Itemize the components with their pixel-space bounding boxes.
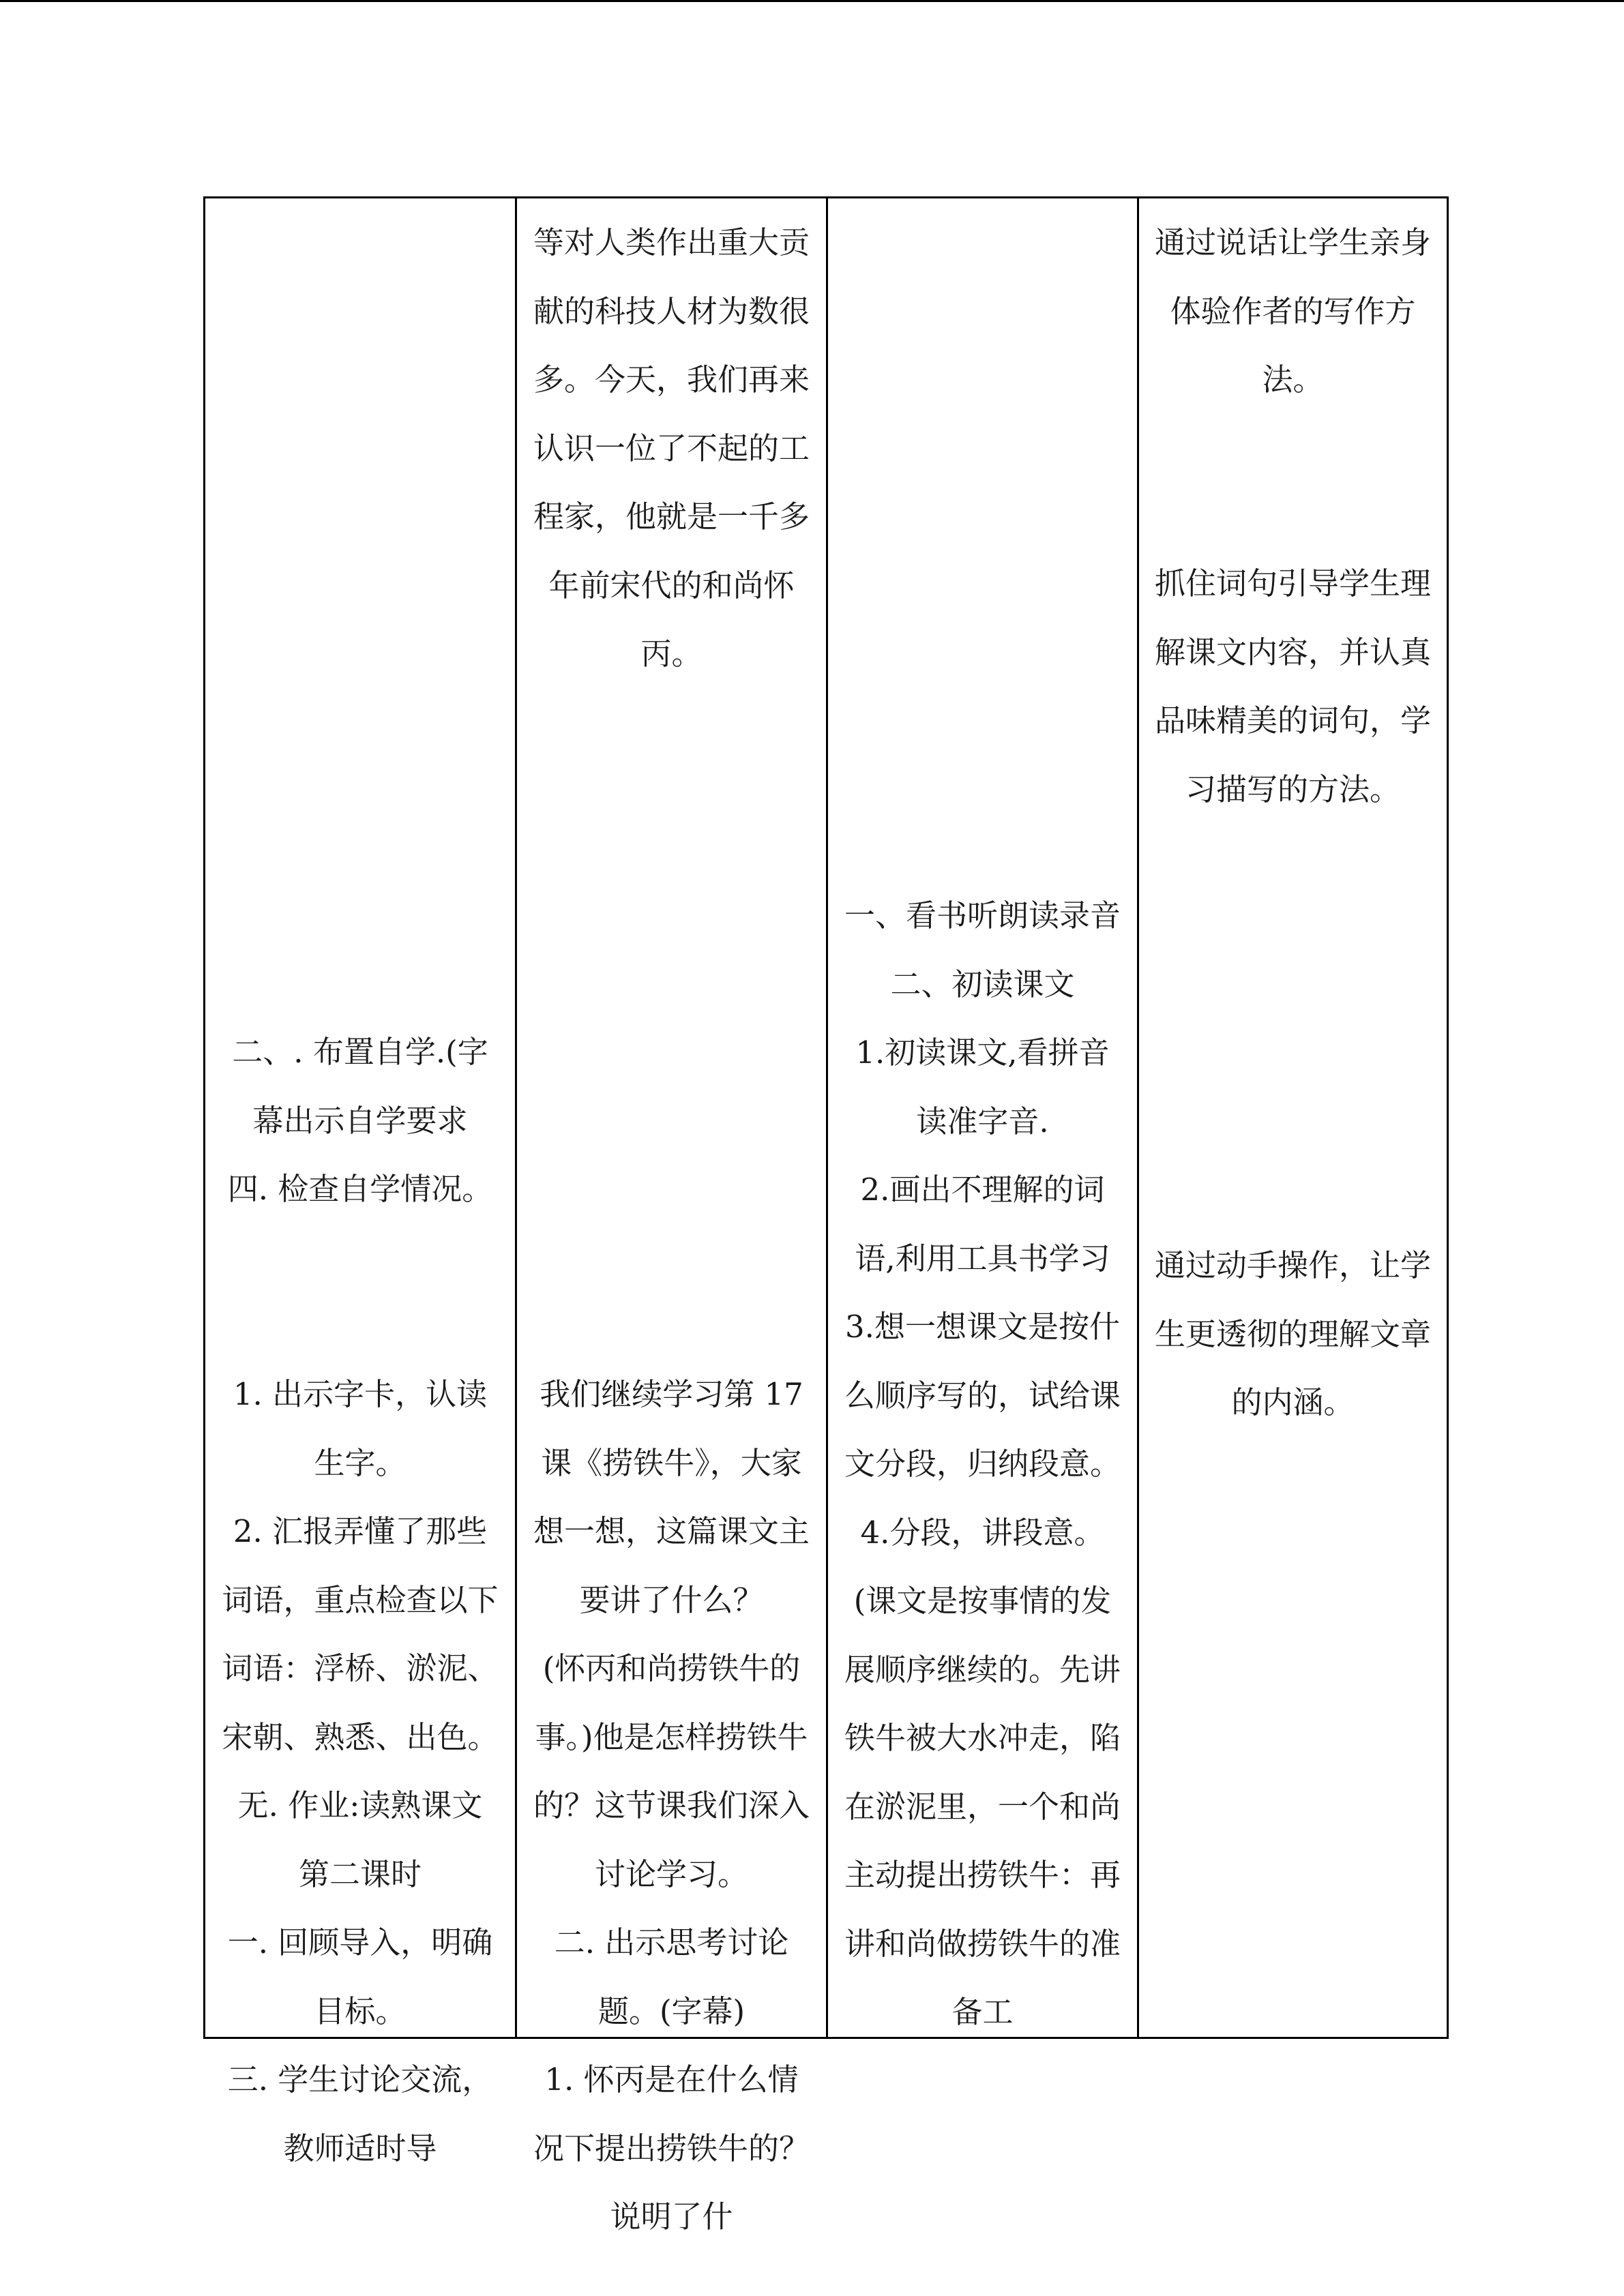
col1-text-block-a: 二、. 布置自学.(字幕出示自学要求 四. 检查自学情况。 — [227, 1034, 493, 1207]
table-column-3 — [828, 198, 1139, 2037]
table-column-1 — [205, 198, 517, 2166]
page-top-border — [0, 0, 1624, 2]
col2-text-block-a: 等对人类作出重大贡献的科技人材为数很多。今天，我们再来认识一位了不起的工程家，他就是一千多年前宋代的和尚怀丙。 — [533, 224, 810, 672]
lesson-plan-table — [203, 196, 1449, 2235]
col4-text-block-b: 抓住词句引导学生理解课文内容，并认真品味精美的词句，学习描写的方法。 — [1154, 565, 1431, 807]
col2-text-block-b: 我们继续学习第 17 课《捞铁牛》，大家想一想，这篇课文主要讲了什么？ (怀丙和尚捞铁牛的事。)他是怎样捞铁牛的？这节课我们深入讨论学习。 二. 出示思考讨论题。(字幕) 1. 怀丙是在什么情况下提出捞铁牛的？说明了什 — [533, 1376, 810, 2235]
table-column-4 — [1139, 198, 1447, 2037]
col4-text-block-a: 通过说话让学生亲身体验作者的写作方法。 — [1154, 224, 1431, 398]
col4-text-block-c: 通过动手操作，让学生更透彻的理解文章的内涵。 — [1154, 1247, 1431, 1420]
table-column-2 — [517, 198, 828, 2235]
col3-text-block-a: 一、看书听朗读录音 二、初读课文 1.初读课文,看拼音读准字音. 2.画出不理解的词语,利用工具书学习 3.想一想课文是按什么顺序写的，试给课文分段，归纳段意。 4.分段，讲段意。 (课文是按事情的发展顺序继续的。先讲铁牛被大水冲走，陷在淤泥里，一个和尚主动提出捞铁牛：再讲和尚做捞铁牛的准备工 — [844, 897, 1121, 2030]
col1-text-block-b: 1. 出示字卡，认读生字。 2. 汇报弄懂了那些词语，重点检查以下词语：浮桥、淤泥、宋朝、熟悉、出色。 无. 作业:读熟课文 第二课时 一. 回顾导入，明确目标。 三. 学生讨论交流，教师适时导 — [222, 1376, 499, 2166]
